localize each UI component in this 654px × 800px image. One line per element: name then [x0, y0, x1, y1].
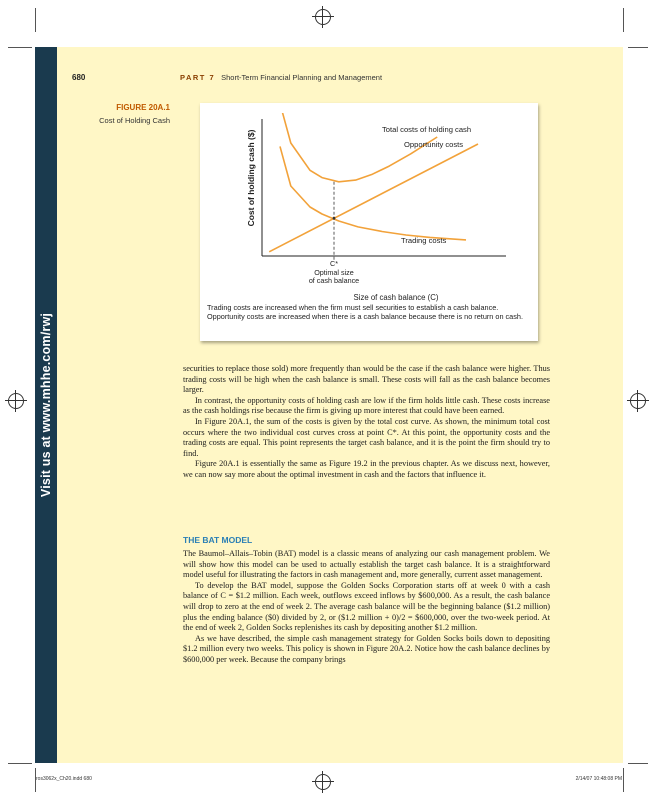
- paragraph: In contrast, the opportunity costs of holding cash are low if the firm holds little cash. These costs increase as the cash holdings rise because the firm is giving up more interest that could have been earned.: [183, 395, 550, 416]
- figure-caption: Trading costs are increased when the firm must sell securities to establish a cash balance. Opportunity costs are increased when there is a cash balance because there is no return on cash.: [207, 303, 523, 322]
- optimum-tick-label: C*: [330, 259, 338, 268]
- optimum-note-line: Optimal size: [314, 268, 354, 277]
- optimum-point: [333, 217, 336, 220]
- registration-mark-icon: [315, 9, 331, 25]
- part-title: Short-Term Financial Planning and Management: [221, 73, 383, 82]
- paragraph: As we have described, the simple cash management strategy for Golden Socks boils down to depositing $1.2 million every two weeks. This policy is shown in Figure 20A.2. Notice how the cash balance declines by $600,000 per week. Because the company brings: [183, 633, 550, 664]
- section-heading: THE BAT MODEL: [183, 535, 253, 545]
- optimum-note-line: of cash balance: [308, 276, 360, 285]
- series-label: Total costs of holding cash: [382, 125, 472, 134]
- paragraph: Figure 20A.1 is essentially the same as Figure 19.2 in the previous chapter. As we discuss next, however, we can now say more about the optimal investment in cash and the factors that influence it.: [183, 459, 550, 479]
- crop-mark: [628, 763, 648, 764]
- part-label: PART 7: [180, 73, 216, 82]
- trading-cost-curve: [280, 146, 466, 240]
- page-number: 680: [72, 73, 86, 82]
- registration-mark-icon: [630, 393, 646, 409]
- crop-mark: [8, 47, 32, 48]
- x-axis-title: Size of cash balance (C): [353, 293, 439, 302]
- crop-mark: [623, 768, 624, 792]
- crop-mark: [628, 47, 648, 48]
- series-label: Trading costs: [401, 236, 447, 245]
- opportunity-cost-line: [269, 144, 478, 252]
- slug-left: ros3062x_Ch20.indd 680: [36, 776, 92, 782]
- body-text-bottom: [183, 549, 550, 666]
- paragraph: The Baumol–Allais–Tobin (BAT) model is a classic means of analyzing our cash management problem. We will show how this model can be used to actually establish the target cash balance. It is a straightforward model useful for illustrating the factors in cash management and, more generally, current asset management.: [183, 549, 550, 580]
- series-label: Opportunity costs: [404, 140, 464, 149]
- paragraph: In Figure 20A.1, the sum of the costs is given by the total cost curve. As shown, the minimum total cost occurs where the two individual cost curves cross at point C*. At this point, the opportunity costs and the trading costs are equal. This point represents the target cash balance, and it is the point the firm should try to find.: [183, 416, 550, 458]
- paragraph: securities to replace those sold) more frequently than would be the case if the cash balance were higher. Thus trading costs will be high when the cash balance is small. These costs will fall as the cash balance becomes larger.: [183, 364, 550, 395]
- slug-right: 2/14/07 10:48:08 PM: [575, 776, 622, 782]
- running-header: [180, 73, 382, 82]
- figure-number: FIGURE 20A.1: [116, 103, 170, 112]
- body-text-top: [183, 364, 550, 481]
- paragraph: To develop the BAT model, suppose the Golden Socks Corporation starts off at week 0 with a cash balance of C = $1.2 million. Each week, outflows exceed inflows by $600,000. As a result, the cash balance will drop to zero at the end of week 2. The average cash balance will be the beginning balance ($1.2 million) plus the ending balance ($0) divided by 2, or ($1.2 million + 0)/2 = $600,000, over the two-week period. At the end of week 2, Golden Socks replenishes its cash by depositing another $1.2 million.: [183, 580, 550, 633]
- registration-mark-icon: [8, 393, 24, 409]
- figure-title: Cost of Holding Cash: [99, 116, 170, 125]
- crop-mark: [8, 763, 32, 764]
- crop-mark: [35, 8, 36, 32]
- crop-mark: [623, 8, 624, 32]
- registration-mark-icon: [315, 774, 331, 790]
- side-tab-text: Visit us at www.mhhe.com/rwj: [39, 312, 53, 498]
- y-axis-title: Cost of holding cash ($): [246, 129, 256, 227]
